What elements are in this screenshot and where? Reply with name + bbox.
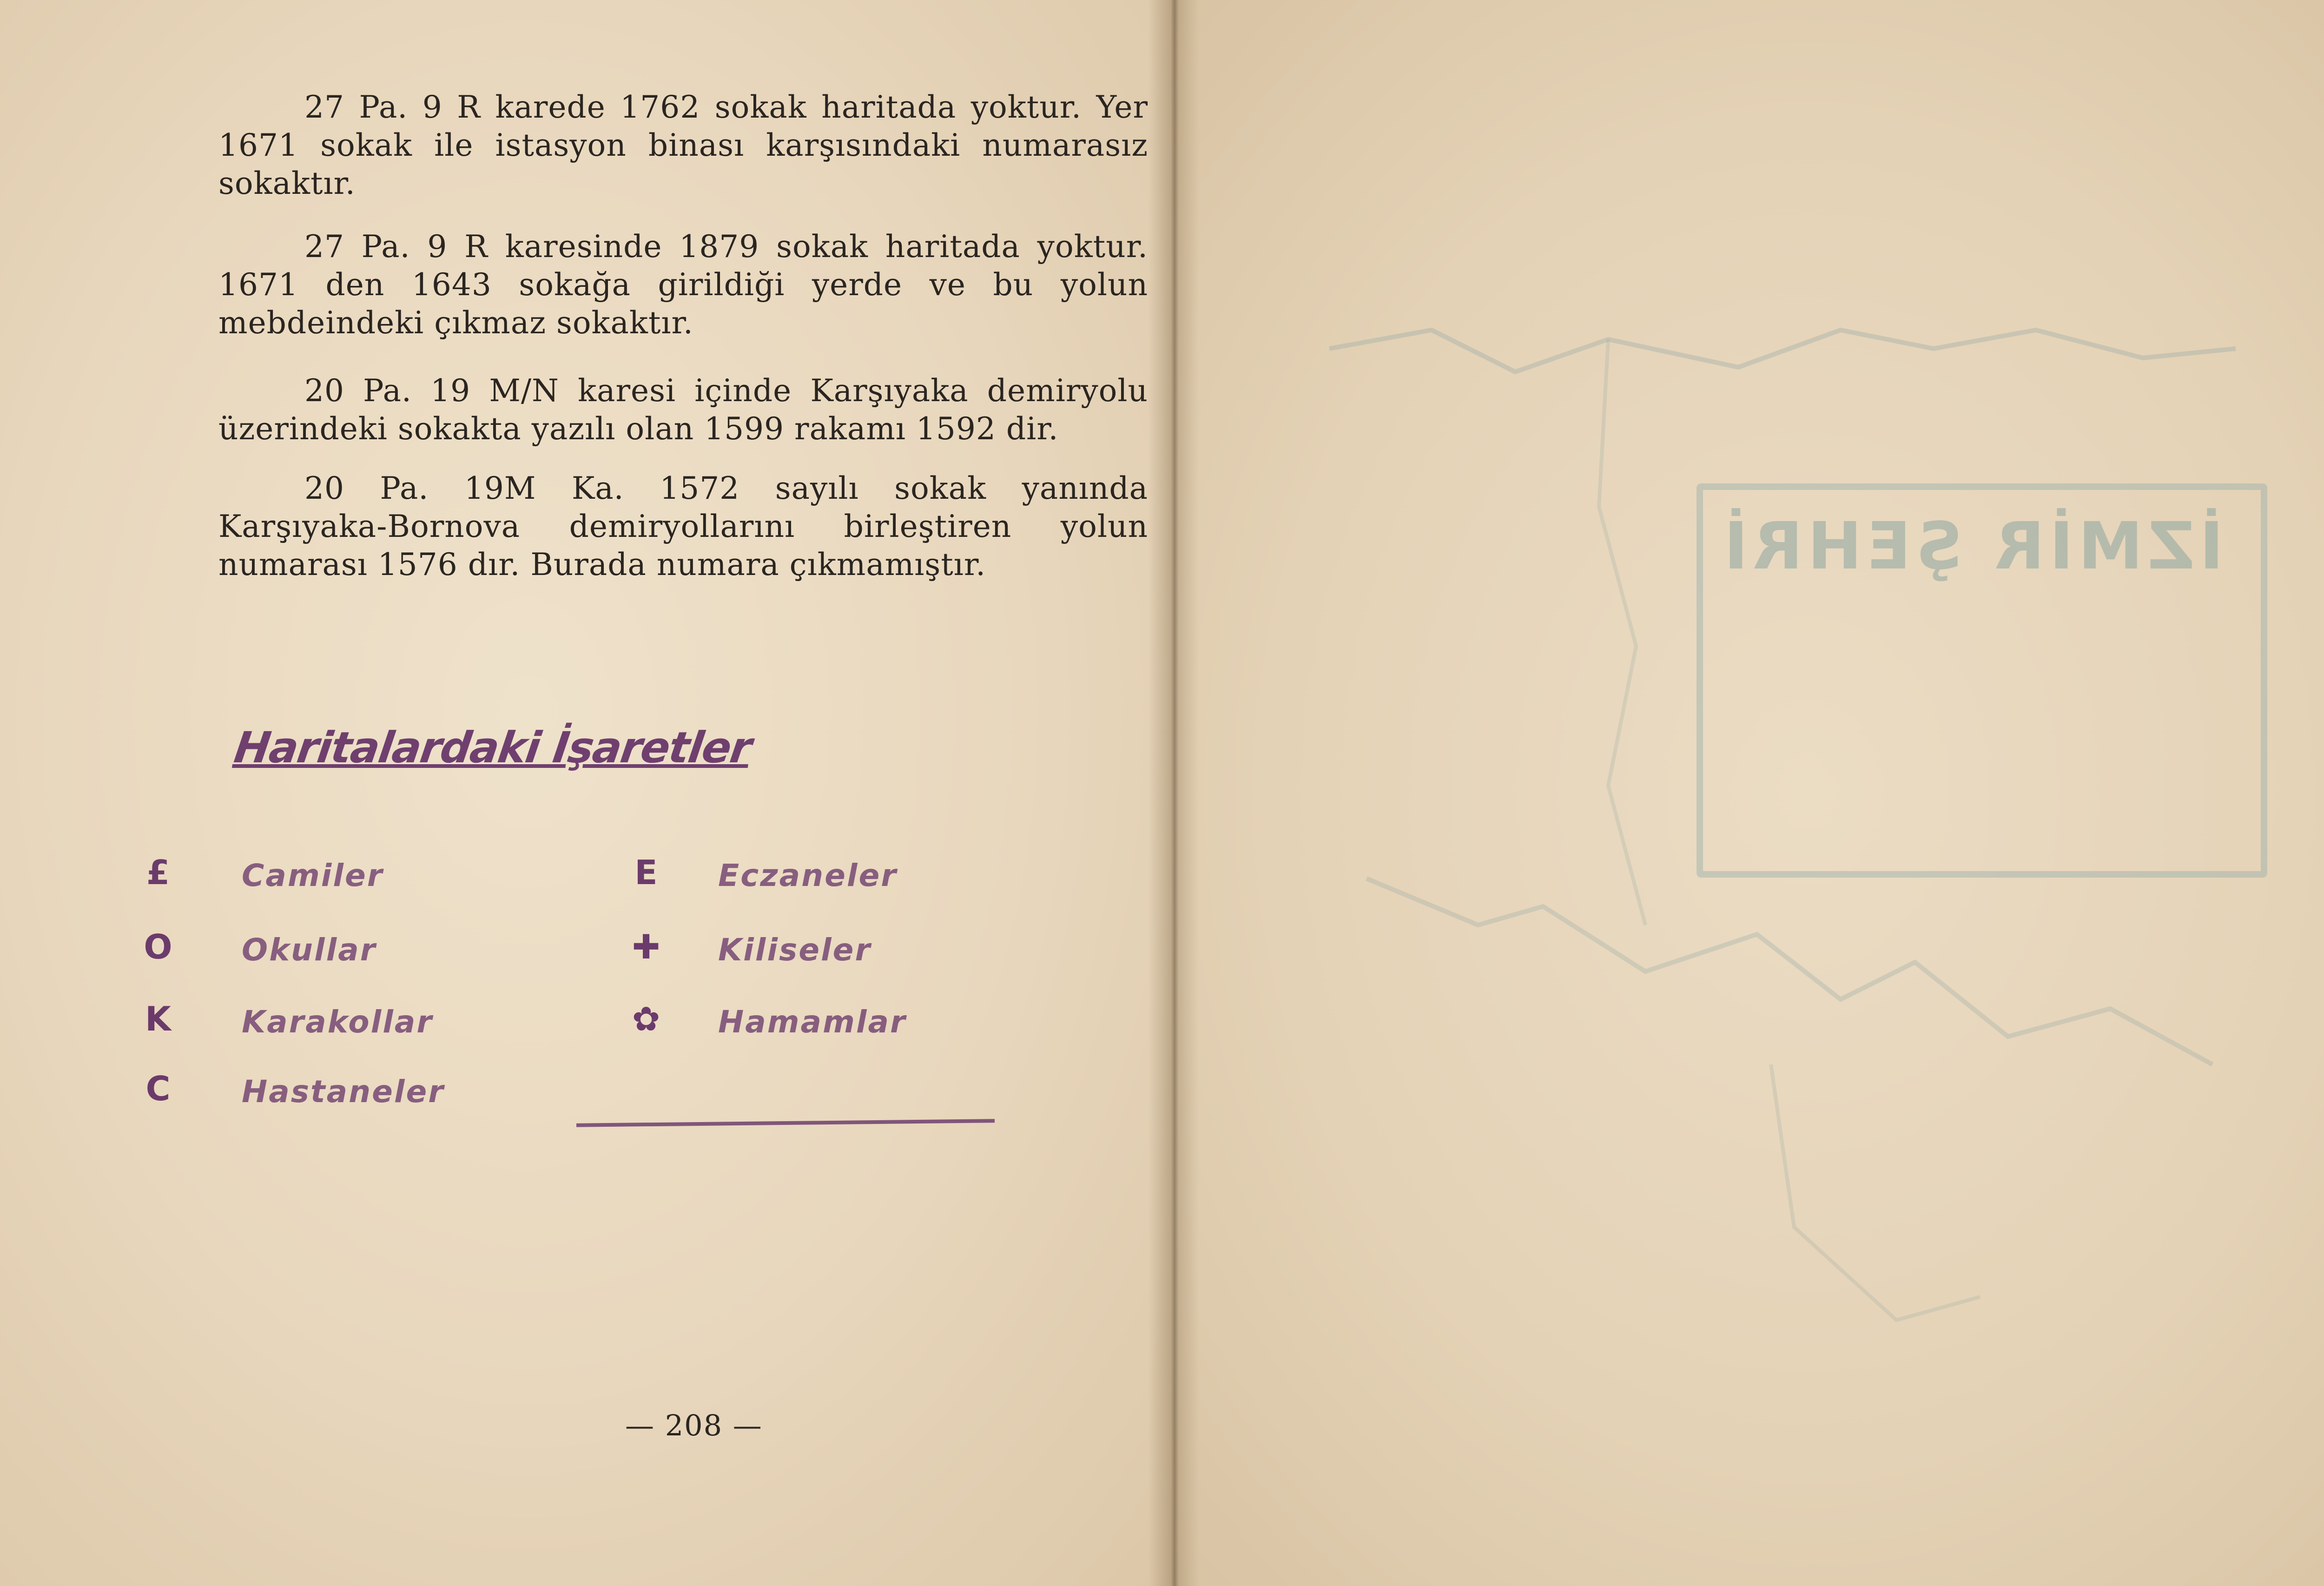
legend-label-police-stations: Karakollar	[242, 1004, 433, 1040]
legend-stamp-title: Haritalardaki İşaretler	[231, 723, 754, 773]
legend-label-schools: Okullar	[242, 932, 377, 968]
mosque-icon: £	[146, 853, 170, 892]
legend-label-churches: Kiliseler	[718, 932, 872, 968]
page-number: — 208 —	[625, 1408, 763, 1442]
hospital-icon: C	[145, 1069, 171, 1108]
legend-label-pharmacies: Eczaneler	[718, 858, 898, 893]
pharmacy-icon: E	[634, 853, 658, 892]
paragraph-2: 27 Pa. 9 R karesinde 1879 sokak haritada yoktur. 1671 den 1643 sokağa girildiği yerde ve bu yolun mebdeindeki çıkmaz sokaktır.	[218, 229, 1148, 341]
bathhouse-icon: ✿	[632, 999, 660, 1038]
legend-label-hospitals: Hastaneler	[242, 1074, 445, 1110]
show-through-stamp	[1697, 483, 2267, 878]
legend-label-bathhouses: Hamamlar	[718, 1004, 907, 1040]
paragraph-4: 20 Pa. 19M Ka. 1572 sayılı sokak yanında Karşıyaka-Bornova demiryollarını birleştiren yolun numarası 1576 dır. Burada numara çıkmamıştır.	[218, 470, 1148, 582]
legend-label-mosques: Camiler	[242, 858, 384, 893]
show-through-stamp-text: İZMİR ŞEHRİ	[1719, 509, 2224, 584]
police-station-icon: K	[145, 999, 171, 1038]
paragraph-3: 20 Pa. 19 M/N karesi içinde Karşıyaka demiryolu üzerindeki sokakta yazılı olan 1599 rakamı 1592 dir.	[218, 373, 1148, 447]
paragraph-1: 27 Pa. 9 R karede 1762 sokak haritada yoktur. Yer 1671 sokak ile istasyon binası karşısındaki numarasız sokaktır.	[218, 89, 1148, 201]
school-icon: O	[144, 927, 172, 966]
church-icon: ✚	[632, 927, 660, 966]
